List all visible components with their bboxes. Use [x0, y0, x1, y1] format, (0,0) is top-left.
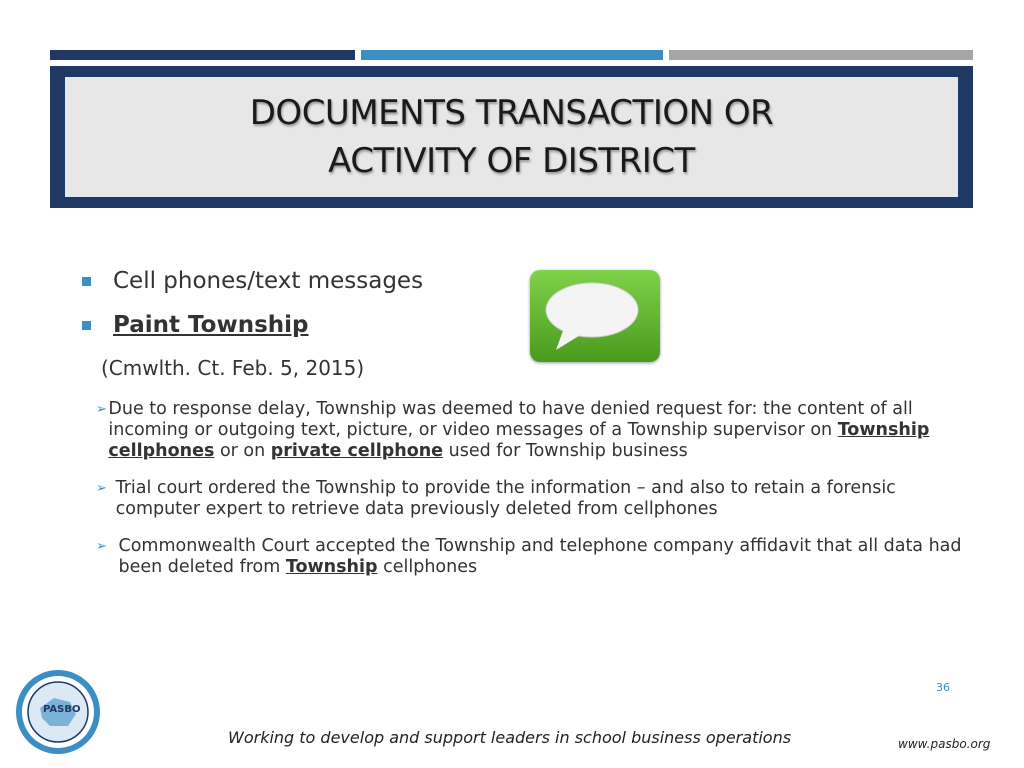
sub-bullet-text: Due to response delay, Township was deemed to have denied request for: the content of all incoming or outgoing text, picture, or video messages of a Township supervisor on Township cellphones or on private cellphone used for Township business: [108, 399, 930, 461]
sub-bullet: [96, 536, 966, 578]
page-number: 36: [936, 681, 950, 694]
sub-bullet: [96, 399, 966, 462]
bullet-item: [82, 268, 423, 294]
sub-bullet-text: Commonwealth Court accepted the Township and telephone company affidavit that all data had been deleted from Township cellphones: [118, 536, 962, 577]
bullet-item: [82, 312, 309, 338]
title-frame: [50, 66, 973, 208]
accent-bar-blue: [361, 50, 663, 60]
slide-title-line-1: DOCUMENTS TRANSACTION OR: [249, 93, 774, 133]
emphasis-text: private cellphone: [270, 441, 444, 461]
square-bullet-icon: [82, 277, 91, 286]
sub-bullet-text: Trial court ordered the Township to provide the information – and also to retain a forensic computer expert to retrieve data previously deleted from cellphones: [115, 478, 896, 519]
footer-tagline: Working to develop and support leaders in school business operations: [228, 728, 792, 747]
case-name: Paint Township: [113, 312, 309, 338]
bullet-text: Cell phones/text messages: [113, 268, 424, 294]
website-link[interactable]: www.pasbo.org: [898, 737, 991, 751]
slide-title-line-2: ACTIVITY OF DISTRICT: [328, 141, 695, 181]
arrow-bullet-icon: ➢: [96, 402, 107, 417]
title-box: [65, 77, 958, 197]
square-bullet-icon: [82, 321, 91, 330]
emphasis-text: Township: [285, 557, 378, 577]
chat-bubble-icon: [530, 270, 660, 362]
pasbo-logo: [14, 668, 102, 756]
logo-wordmark: PASBO: [43, 704, 81, 715]
arrow-bullet-icon: ➢: [96, 481, 107, 496]
accent-bar-navy: [50, 50, 355, 60]
case-citation: (Cmwlth. Ct. Feb. 5, 2015): [101, 356, 365, 380]
arrow-bullet-icon: ➢: [96, 539, 107, 554]
accent-bar-gray: [669, 50, 973, 60]
sub-bullet: [96, 478, 966, 520]
emphasis-text: Township cellphones: [108, 420, 930, 461]
